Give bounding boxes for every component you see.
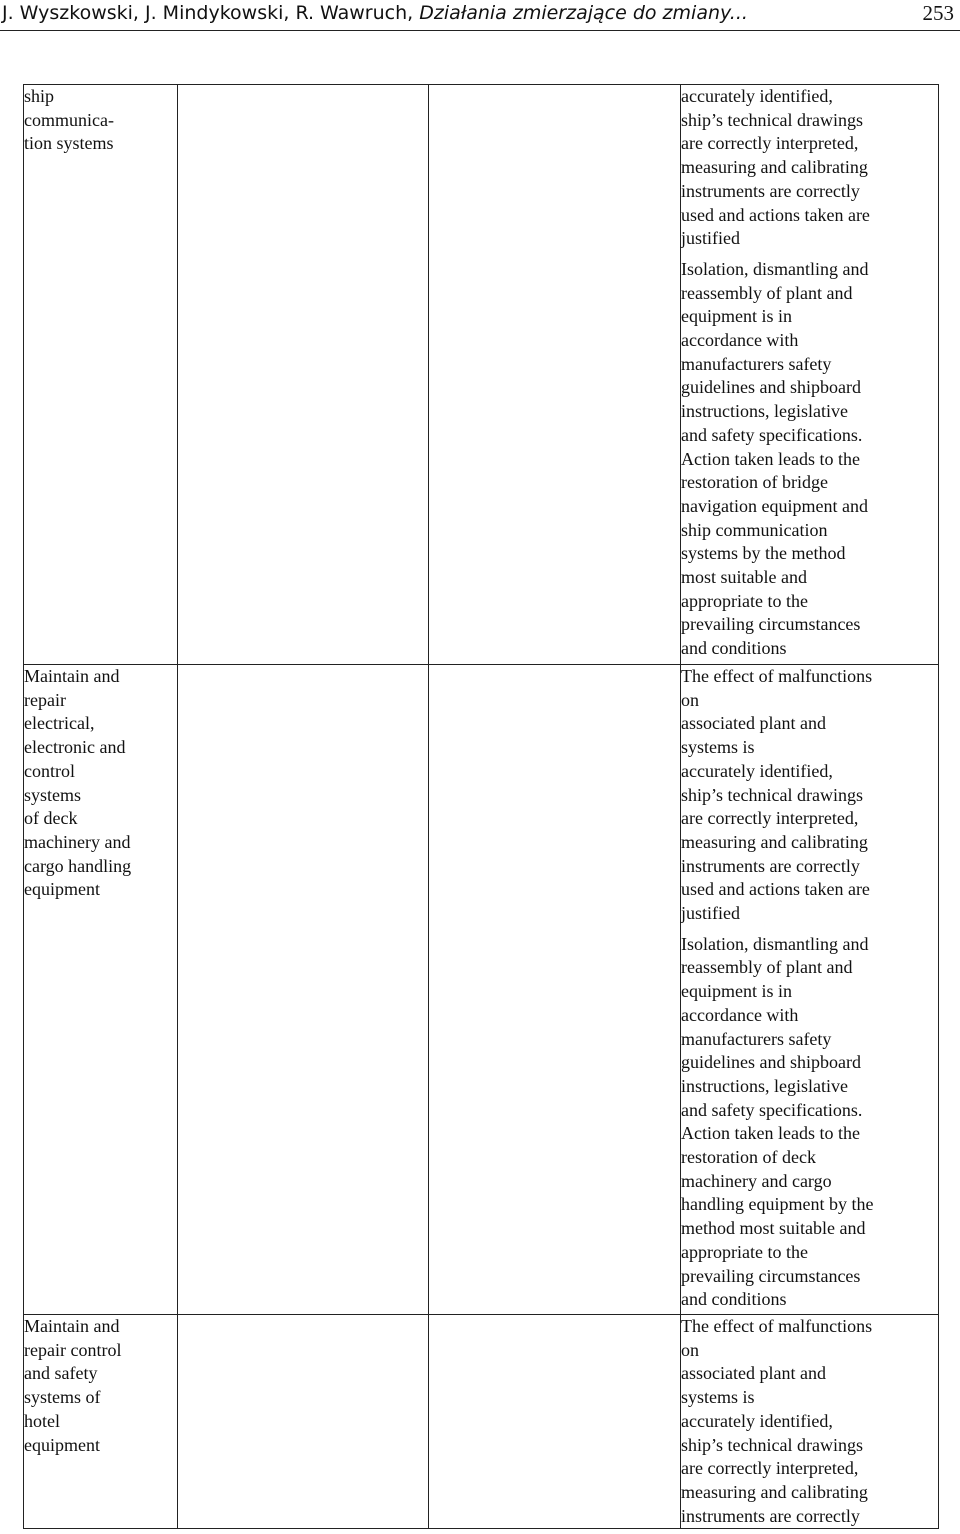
competence-line: electronic and bbox=[24, 737, 126, 758]
criteria-line: manufacturers safety bbox=[681, 353, 832, 374]
criteria-line: handling equipment by the bbox=[681, 1194, 874, 1215]
competence-line: Maintain and bbox=[24, 666, 120, 686]
criteria-line: systems by the method bbox=[681, 543, 846, 564]
competence-line: hotel bbox=[24, 1410, 60, 1431]
competence-line: machinery and bbox=[24, 831, 131, 852]
header-article-title: Działania zmierzające do zmiany... bbox=[419, 2, 748, 24]
criteria-line: guidelines and shipboard bbox=[681, 1052, 861, 1073]
criteria-line: accurately identified, bbox=[681, 760, 833, 781]
criteria-line: justified bbox=[681, 903, 740, 924]
assessment-method-cell bbox=[429, 665, 681, 1315]
criteria-line: used and actions taken are bbox=[681, 204, 870, 225]
criteria-line: prevailing circumstances bbox=[681, 1265, 861, 1286]
competence-cell bbox=[24, 665, 178, 1315]
paragraph-gap bbox=[681, 251, 938, 258]
criteria-line: most suitable and bbox=[681, 567, 807, 588]
competence-line: of deck bbox=[24, 808, 78, 829]
criteria-line: justified bbox=[681, 228, 740, 249]
competence-line: repair control bbox=[24, 1339, 122, 1360]
competence-line: tion systems bbox=[24, 133, 114, 154]
page-number: 253 bbox=[922, 1, 954, 25]
knowledge-cell bbox=[178, 665, 429, 1315]
criteria-line: associated plant and bbox=[681, 1363, 826, 1384]
competence-cell bbox=[24, 85, 178, 665]
criteria-line: instruments are correctly bbox=[681, 180, 860, 201]
criteria-line: measuring and calibrating bbox=[681, 831, 868, 852]
criteria-line: appropriate to the bbox=[681, 1241, 808, 1262]
competence-line: Maintain and bbox=[24, 1316, 120, 1336]
criteria-line: manufacturers safety bbox=[681, 1028, 832, 1049]
criteria-line: and conditions bbox=[681, 638, 787, 659]
criteria-line: Isolation, dismantling and bbox=[681, 258, 869, 279]
criteria-line: reassembly of plant and bbox=[681, 957, 853, 978]
competence-table bbox=[23, 84, 939, 1529]
criteria-line: navigation equipment and bbox=[681, 495, 868, 516]
criteria-line: and safety specifications. bbox=[681, 424, 863, 445]
criteria-line: measuring and calibrating bbox=[681, 1481, 868, 1502]
criteria-line: measuring and calibrating bbox=[681, 157, 868, 178]
competence-line: ship bbox=[24, 86, 55, 106]
table-row bbox=[24, 85, 939, 665]
criteria-cell bbox=[681, 1315, 939, 1529]
criteria-line: accurately identified, bbox=[681, 86, 833, 106]
competence-line: repair bbox=[24, 689, 66, 710]
competence-line: systems of bbox=[24, 1387, 101, 1408]
competence-line: cargo handling bbox=[24, 855, 132, 876]
table-row bbox=[24, 665, 939, 1315]
competence-line: electrical, bbox=[24, 713, 95, 734]
criteria-cell bbox=[681, 85, 939, 665]
assessment-method-cell bbox=[429, 1315, 681, 1529]
criteria-line: restoration of bridge bbox=[681, 472, 828, 493]
criteria-line: accurately identified, bbox=[681, 1410, 833, 1431]
criteria-line: Action taken leads to the bbox=[681, 448, 860, 469]
criteria-line: ship’s technical drawings bbox=[681, 784, 863, 805]
competence-table-body bbox=[24, 85, 939, 1529]
criteria-line: method most suitable and bbox=[681, 1218, 866, 1239]
competence-line: equipment bbox=[24, 1434, 100, 1455]
criteria-line: instruments are correctly bbox=[681, 1505, 860, 1526]
table-row bbox=[24, 1315, 939, 1529]
criteria-cell bbox=[681, 665, 939, 1315]
criteria-line: restoration of deck bbox=[681, 1147, 816, 1168]
criteria-line: are correctly interpreted, bbox=[681, 133, 859, 154]
criteria-line: instructions, legislative bbox=[681, 1075, 848, 1096]
criteria-line: systems is bbox=[681, 1387, 755, 1408]
criteria-line: ship’s technical drawings bbox=[681, 1434, 863, 1455]
competence-line: equipment bbox=[24, 879, 100, 900]
criteria-line: prevailing circumstances bbox=[681, 614, 861, 635]
criteria-line: ship’s technical drawings bbox=[681, 109, 863, 130]
criteria-line: equipment is in bbox=[681, 306, 792, 327]
criteria-line: ship communication bbox=[681, 519, 828, 540]
criteria-line: on bbox=[681, 689, 699, 710]
knowledge-cell bbox=[178, 1315, 429, 1529]
criteria-line: reassembly of plant and bbox=[681, 282, 853, 303]
criteria-line: systems is bbox=[681, 737, 755, 758]
criteria-line: appropriate to the bbox=[681, 590, 808, 611]
header-authors: J. Wyszkowski, J. Mindykowski, R. Wawruch, bbox=[2, 2, 420, 24]
criteria-line: instructions, legislative bbox=[681, 401, 848, 422]
criteria-line: accordance with bbox=[681, 330, 799, 351]
criteria-line: instruments are correctly bbox=[681, 855, 860, 876]
criteria-line: and safety specifications. bbox=[681, 1099, 863, 1120]
criteria-line: guidelines and shipboard bbox=[681, 377, 861, 398]
criteria-line: are correctly interpreted, bbox=[681, 1458, 859, 1479]
paragraph-gap bbox=[681, 926, 938, 933]
criteria-line: associated plant and bbox=[681, 713, 826, 734]
criteria-line: Isolation, dismantling and bbox=[681, 933, 869, 954]
criteria-line: used and actions taken are bbox=[681, 879, 870, 900]
competence-line: communica- bbox=[24, 109, 114, 130]
criteria-line: are correctly interpreted, bbox=[681, 808, 859, 829]
criteria-line: and conditions bbox=[681, 1289, 787, 1310]
running-header bbox=[0, 0, 960, 31]
criteria-line: on bbox=[681, 1339, 699, 1360]
competence-cell bbox=[24, 1315, 178, 1529]
competence-line: control bbox=[24, 760, 75, 781]
knowledge-cell bbox=[178, 85, 429, 665]
criteria-line: The effect of malfunctions bbox=[681, 666, 873, 686]
criteria-line: accordance with bbox=[681, 1004, 799, 1025]
criteria-line: The effect of malfunctions bbox=[681, 1316, 873, 1336]
header-authors-title bbox=[2, 2, 748, 24]
assessment-method-cell bbox=[429, 85, 681, 665]
criteria-line: Action taken leads to the bbox=[681, 1123, 860, 1144]
criteria-line: machinery and cargo bbox=[681, 1170, 832, 1191]
competence-line: and safety bbox=[24, 1363, 98, 1384]
competence-line: systems bbox=[24, 784, 82, 805]
criteria-line: equipment is in bbox=[681, 981, 792, 1002]
